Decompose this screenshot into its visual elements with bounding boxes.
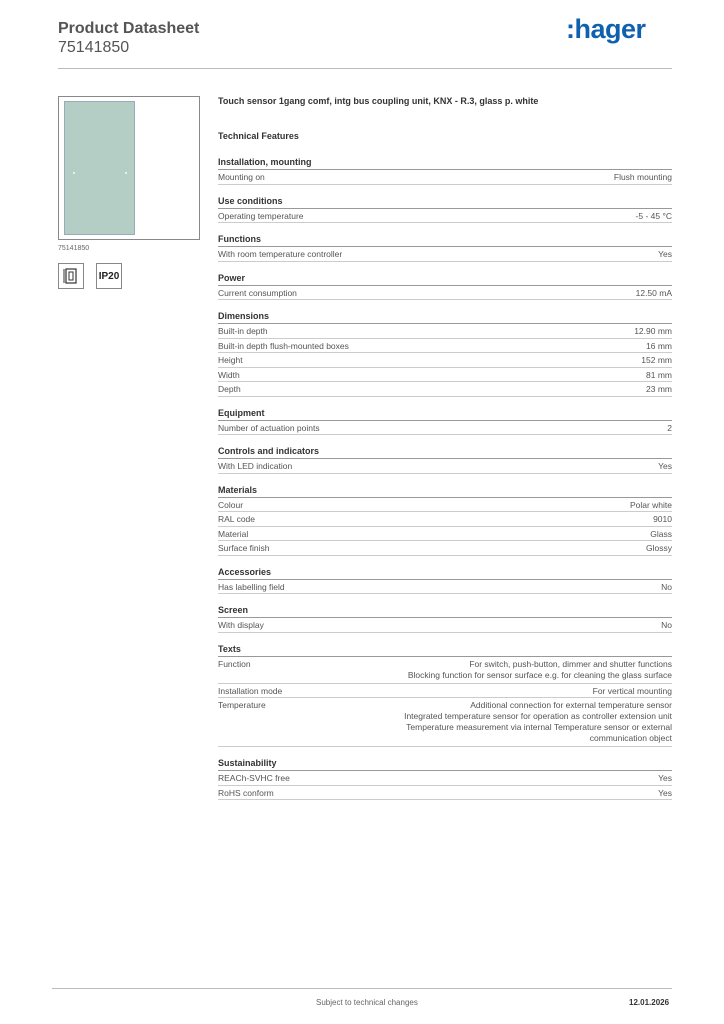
product-description: Touch sensor 1gang comf, intg bus coupling unit, KNX - R.3, glass p. white — [218, 96, 539, 106]
spec-value: Polar white — [629, 499, 672, 510]
spec-label: Built-in depth flush-mounted boxes — [218, 340, 349, 351]
spec-value-line: Additional connection for external temperature sensor — [470, 700, 672, 710]
spec-value: Yes — [658, 249, 672, 259]
spec-row — [218, 771, 672, 786]
section-heading: Sustainability — [218, 756, 672, 771]
spec-label: Has labelling field — [218, 581, 285, 592]
section-equipment — [218, 406, 672, 436]
section-heading: Use conditions — [218, 194, 672, 209]
section-heading: Installation, mounting — [218, 155, 672, 170]
spec-row — [218, 247, 672, 262]
section-heading: Materials — [218, 483, 672, 498]
spec-row — [218, 657, 672, 684]
spec-value: 12.50 mA — [635, 287, 672, 298]
section-heading: Dimensions — [218, 309, 672, 324]
image-caption: 75141850 — [58, 245, 90, 252]
section-use-conditions — [218, 194, 672, 224]
ip-rating-badge — [96, 263, 122, 289]
spec-value: 81 mm — [646, 369, 672, 380]
touch-point-marker — [73, 172, 75, 174]
spec-value — [362, 700, 672, 744]
spec-label: With LED indication — [218, 461, 293, 471]
spec-value: 9010 — [653, 514, 672, 524]
spec-label: REACh-SVHC free — [218, 773, 290, 783]
section-heading: Power — [218, 271, 672, 286]
spec-value: Glossy — [646, 543, 672, 553]
spec-label: Installation mode — [218, 685, 283, 696]
spec-row — [218, 786, 672, 801]
section-sustainability — [218, 756, 672, 800]
spec-label: Temperature — [218, 700, 266, 710]
product-image-frame — [58, 96, 200, 240]
section-heading: Controls and indicators — [218, 444, 672, 459]
spec-value: Flush mounting — [613, 172, 672, 182]
spec-row — [218, 512, 672, 527]
spec-label: Colour — [218, 499, 244, 510]
section-heading: Texts — [218, 642, 672, 657]
spec-value: 12.90 mm — [634, 326, 672, 336]
section-controls — [218, 444, 672, 474]
spec-table — [218, 155, 672, 809]
spec-label: Width — [218, 369, 240, 380]
spec-label: Operating temperature — [218, 210, 304, 221]
section-screen — [218, 603, 672, 633]
spec-label: RAL code — [218, 514, 256, 524]
spec-value-line: For switch, push-button, dimmer and shutter functions — [469, 658, 672, 669]
spec-value: Yes — [658, 773, 672, 783]
spec-value: -5 - 45 °C — [635, 210, 672, 221]
spec-row — [218, 170, 672, 185]
spec-row — [218, 580, 672, 595]
spec-label: Depth — [218, 384, 241, 394]
spec-value-line: Integrated temperature sensor for operation as controller extension unit — [404, 711, 672, 721]
section-installation — [218, 155, 672, 185]
section-dimensions — [218, 309, 672, 397]
spec-row — [218, 498, 672, 513]
spec-row — [218, 421, 672, 436]
spec-row — [218, 209, 672, 224]
footer-date: 12.01.2026 — [629, 998, 670, 1007]
spec-row — [218, 382, 672, 397]
section-heading: Screen — [218, 603, 672, 618]
section-texts — [218, 642, 672, 748]
hager-logo: :hager — [566, 14, 646, 44]
spec-value: No — [661, 620, 672, 630]
spec-row — [218, 324, 672, 339]
spec-label: Surface finish — [218, 543, 270, 553]
section-accessories — [218, 565, 672, 595]
spec-value: No — [661, 581, 672, 592]
spec-row — [218, 618, 672, 633]
spec-value-line: Temperature measurement via internal Temperature sensor or external communication object — [406, 722, 672, 743]
section-heading: Equipment — [218, 406, 672, 421]
spec-label: Function — [218, 658, 251, 669]
spec-label: Number of actuation points — [218, 422, 320, 433]
spec-label: Built-in depth — [218, 326, 268, 336]
spec-value: For vertical mounting — [592, 685, 672, 696]
spec-row — [218, 353, 672, 368]
flush-mount-icon — [58, 263, 84, 289]
spec-value: Yes — [658, 461, 672, 471]
product-image — [64, 101, 135, 235]
spec-row — [218, 339, 672, 354]
spec-value: 2 — [667, 422, 672, 433]
spec-value: Yes — [658, 787, 672, 798]
spec-value-line: Blocking function for sensor surface e.g. for cleaning the glass surface — [407, 669, 672, 680]
spec-label: With display — [218, 620, 264, 630]
ip-rating-label: IP20 — [98, 270, 120, 282]
spec-row — [218, 541, 672, 556]
spec-label: Mounting on — [218, 172, 265, 182]
spec-row — [218, 368, 672, 383]
spec-row — [218, 459, 672, 474]
spec-value: 152 mm — [641, 355, 672, 365]
section-power — [218, 271, 672, 301]
spec-row — [218, 698, 672, 747]
header-divider — [58, 68, 672, 69]
spec-value — [362, 659, 672, 681]
product-number: 75141850 — [58, 39, 130, 56]
spec-value: Glass — [650, 528, 672, 539]
touch-point-marker — [125, 172, 127, 174]
spec-value: 23 mm — [646, 384, 672, 394]
spec-row — [218, 286, 672, 301]
spec-value: 16 mm — [646, 340, 672, 351]
technical-features-title: Technical Features — [218, 131, 299, 141]
section-heading: Functions — [218, 232, 672, 247]
spec-label: With room temperature controller — [218, 249, 343, 259]
footer-note: Subject to technical changes — [316, 998, 418, 1007]
footer-divider — [52, 988, 672, 989]
section-functions — [218, 232, 672, 262]
section-heading: Accessories — [218, 565, 672, 580]
spec-row — [218, 527, 672, 542]
spec-label: RoHS conform — [218, 787, 274, 798]
spec-label: Current consumption — [218, 287, 297, 298]
spec-label: Height — [218, 355, 243, 365]
spec-label: Material — [218, 528, 249, 539]
section-materials — [218, 483, 672, 556]
spec-row — [218, 684, 672, 699]
page-title: Product Datasheet — [58, 20, 200, 37]
